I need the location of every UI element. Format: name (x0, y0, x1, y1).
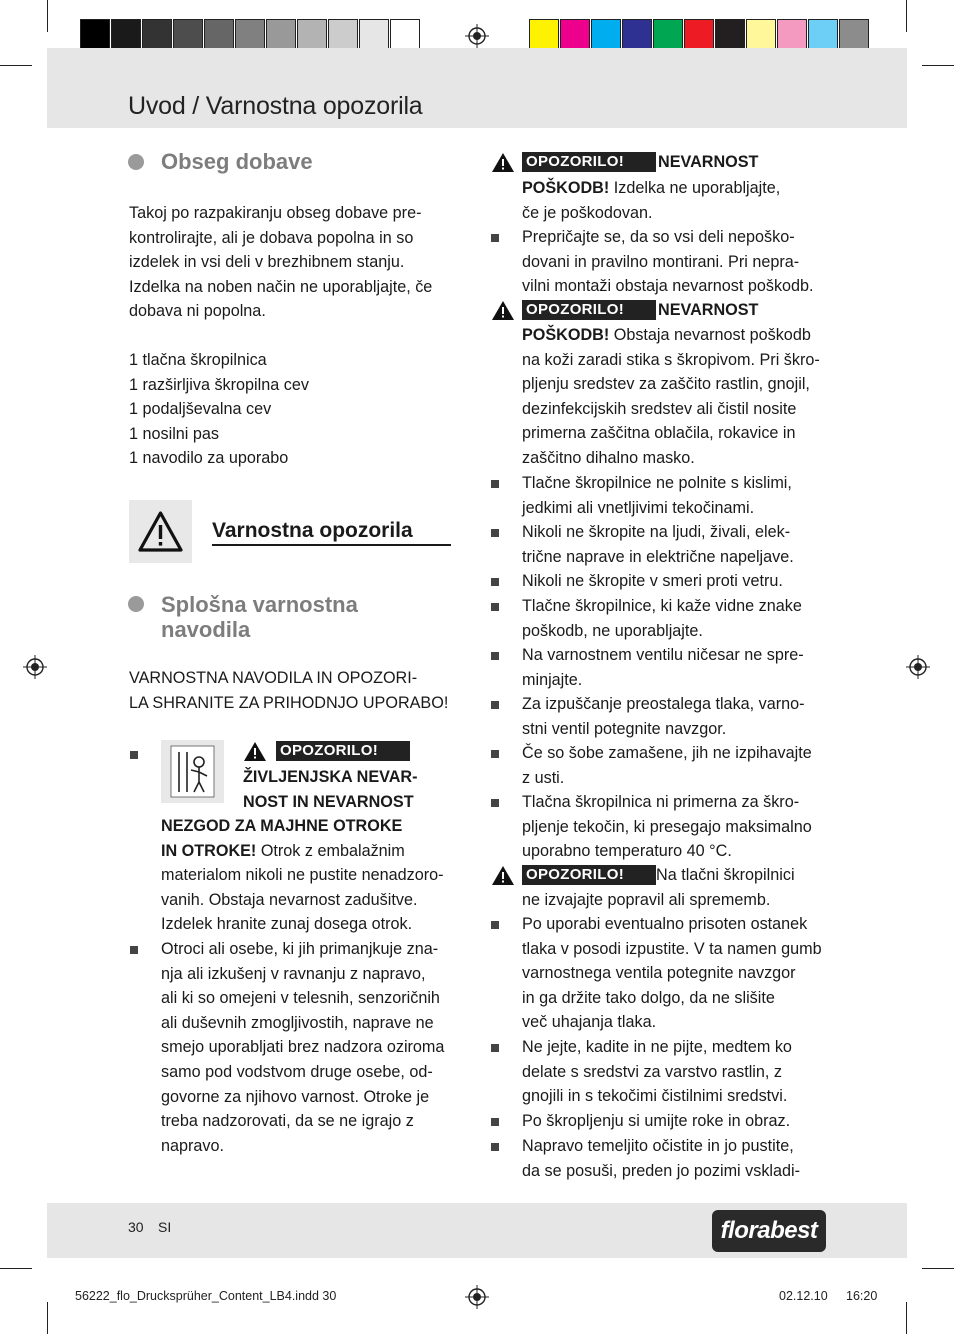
list-item: Prepričajte se, da so vsi deli nepoško- dovani in pravilno montirani. Pri nepra- vilni montaži obstaja nevarnost poškodb. (522, 228, 814, 296)
list-item: 1 nosilni pas (129, 424, 219, 443)
color-swatch (839, 19, 869, 51)
list-bullet (491, 1143, 499, 1151)
color-swatch (715, 19, 745, 51)
warning-text-first: Na tlačni škropilnici (656, 866, 795, 884)
list-item: 1 navodilo za uporabo (129, 449, 289, 468)
heading-underline (212, 544, 451, 546)
warning-badge: OPOZORILO! (522, 865, 656, 885)
color-swatch (266, 19, 296, 51)
color-swatch (142, 19, 172, 51)
list-item: Ne jejte, kadite in ne pijte, medtem ko delate s sredstvi za varstvo rastlin, z gnojili in s tekočimi čistilnimi sredstvi. (522, 1038, 792, 1106)
registration-mark-icon (465, 1285, 489, 1309)
splosna-heading: Splošna varnostna navodila (161, 592, 358, 642)
color-swatch (235, 19, 265, 51)
child-warning-title: ŽIVLJENJSKA NEVAR- NOST IN NEVARNOST (243, 768, 418, 811)
list-item: Tlačna škropilnica ni primerna za škro- pljenje tekočin, ki presegajo maksimalno uporabno temperaturo 40 °C. (522, 793, 812, 861)
list-bullet (491, 921, 499, 929)
list-bullet (130, 751, 138, 759)
warning-title-tail: NEVARNOST (658, 301, 759, 319)
list-item: Nikoli ne škropite na ljudi, živali, elek- trične naprave in električne napeljave. (522, 523, 794, 566)
list-item: Po uporabi eventualno prisoten ostanek tlaka v posodi izpustite. V ta namen gumb varnostnega ventila potegnite navzgor in ga držite tako dolgo, da ne slišite več uhajanja tlaka. (522, 915, 822, 1032)
warning-triangle-box (129, 500, 192, 563)
caps-note: VARNOSTNA NAVODILA IN OPOZORI- LA SHRANITE ZA PRIHODNJO UPORABO! (129, 669, 449, 712)
color-swatch (297, 19, 327, 51)
color-swatch (808, 19, 838, 51)
color-swatch (111, 19, 141, 51)
color-swatch (777, 19, 807, 51)
section-bullet (128, 154, 144, 170)
list-bullet (491, 701, 499, 709)
list-item: 1 razširljiva škropilna cev (129, 375, 309, 394)
list-item: Tlačne škropilnice, ki kaže vidne znake poškodb, ne uporabljajte. (522, 597, 802, 640)
registration-mark-icon (23, 655, 47, 679)
list-item: Napravo temeljito očistite in jo pustite, da se posuši, preden jo pozimi vskladi- (522, 1137, 801, 1180)
child-hazard-box (161, 740, 224, 803)
list-bullet (491, 652, 499, 660)
list-item: Po škropljenju si umijte roke in obraz. (522, 1112, 791, 1130)
child-warning-text: NEZGOD ZA MAJHNE OTROKE IN OTROKE! Otrok z embalažnim materialom nikoli ne pustite nenadzoro- vanih. Obstaja nevarnost zadušitve. Izdelek hranite zunaj dosega otrok. (161, 817, 444, 934)
color-swatch (204, 19, 234, 51)
color-swatch (591, 19, 621, 51)
color-swatch (622, 19, 652, 51)
color-swatch (746, 19, 776, 51)
color-swatch (529, 19, 559, 51)
list-item: Za izpuščanje preostalega tlaka, varno- stni ventil potegnite navzgor. (522, 695, 805, 738)
warning-text: ne izvajajte popravil ali sprememb. (522, 891, 771, 909)
list-item: 1 podaljševalna cev (129, 400, 272, 419)
warning-icon (243, 741, 267, 762)
list-bullet (491, 799, 499, 807)
color-swatch (80, 19, 110, 51)
warning-badge: OPOZORILO! (522, 152, 656, 172)
color-swatch (390, 19, 420, 51)
warning-title-tail: NEVARNOST (658, 153, 759, 171)
print-time: 16:20 (846, 1289, 878, 1303)
warning-text: POŠKODB! Izdelka ne uporabljajte, če je poškodovan. (522, 179, 781, 222)
list-bullet (130, 946, 138, 954)
obseg-paragraph: Takoj po razpakiranju obseg dobave pre- kontrolirajte, ali je dobava popolna in so izdelek in vsi deli v brezhibnem stanju. Izdelka na noben način ne uporabljajte, če dobava ni popolna. (129, 204, 433, 321)
list-item: Tlačne škropilnice ne polnite s kislimi, jedkimi ali vnetljivimi tekočinami. (522, 474, 792, 517)
warning-badge: OPOZORILO! (522, 300, 656, 320)
obseg-heading: Obseg dobave (161, 149, 313, 174)
contents-list (129, 348, 309, 471)
warning-badge: OPOZORILO! (276, 741, 410, 761)
warning-icon (491, 300, 515, 321)
print-date: 02.12.10 (779, 1289, 828, 1303)
color-swatch (560, 19, 590, 51)
list-bullet (491, 578, 499, 586)
warning-triangle-icon (129, 500, 192, 563)
color-swatch (359, 19, 389, 51)
list-bullet (491, 480, 499, 488)
list-bullet (491, 603, 499, 611)
varnostna-heading: Varnostna opozorila (212, 519, 413, 542)
section-bullet (128, 596, 144, 612)
warning-icon (491, 152, 515, 173)
list-bullet (491, 1044, 499, 1052)
warning-icon (491, 865, 515, 886)
color-swatch (653, 19, 683, 51)
list-item: 1 tlačna škropilnica (129, 351, 267, 369)
page-number: 30 (128, 1219, 144, 1235)
florabest-logo: florabest (712, 1210, 826, 1252)
registration-mark-icon (906, 655, 930, 679)
color-swatch (173, 19, 203, 51)
list-bullet (491, 234, 499, 242)
list-item: Če so šobe zamašene, jih ne izpihavajte z usti. (522, 744, 812, 787)
list-bullet (491, 529, 499, 537)
color-swatch (684, 19, 714, 51)
list-item: Na varnostnem ventilu ničesar ne spre- minjajte. (522, 646, 804, 689)
file-info: 56222_flo_Drucksprüher_Content_LB4.indd 30 (75, 1289, 337, 1303)
child-hazard-icon (161, 740, 224, 803)
warning-text: POŠKODB! Obstaja nevarnost poškodb na koži zaradi stika s škropivom. Pri škro- pljenju sredstev za zaščito rastlin, gnojil, dezinfekcijskih sredstev ali čistil nosite primerna zaščitna oblačila, rokavice in zaščitno dihalno masko. (522, 326, 820, 467)
list-item: Nikoli ne škropite v smeri proti vetru. (522, 572, 783, 590)
registration-mark-icon (465, 24, 489, 48)
list-bullet (491, 750, 499, 758)
language-code: SI (158, 1219, 172, 1235)
persons-paragraph: Otroci ali osebe, ki jih primanjkuje zna- nja ali izkušenj v ravnanju z napravo, ali ki so omejeni v telesnih, senzoričnih ali duševnih zmogljivostih, naprave ne smejo uporabljati brez nadzora oziroma samo pod vodstvom druge osebe, od- govorne za njihovo varnost. Otroke je treba nadzorovati, da se ne igrajo z napravo. (161, 940, 445, 1155)
page-title: Uvod / Varnostna opozorila (128, 92, 423, 120)
color-swatch (328, 19, 358, 51)
list-bullet (491, 1118, 499, 1126)
